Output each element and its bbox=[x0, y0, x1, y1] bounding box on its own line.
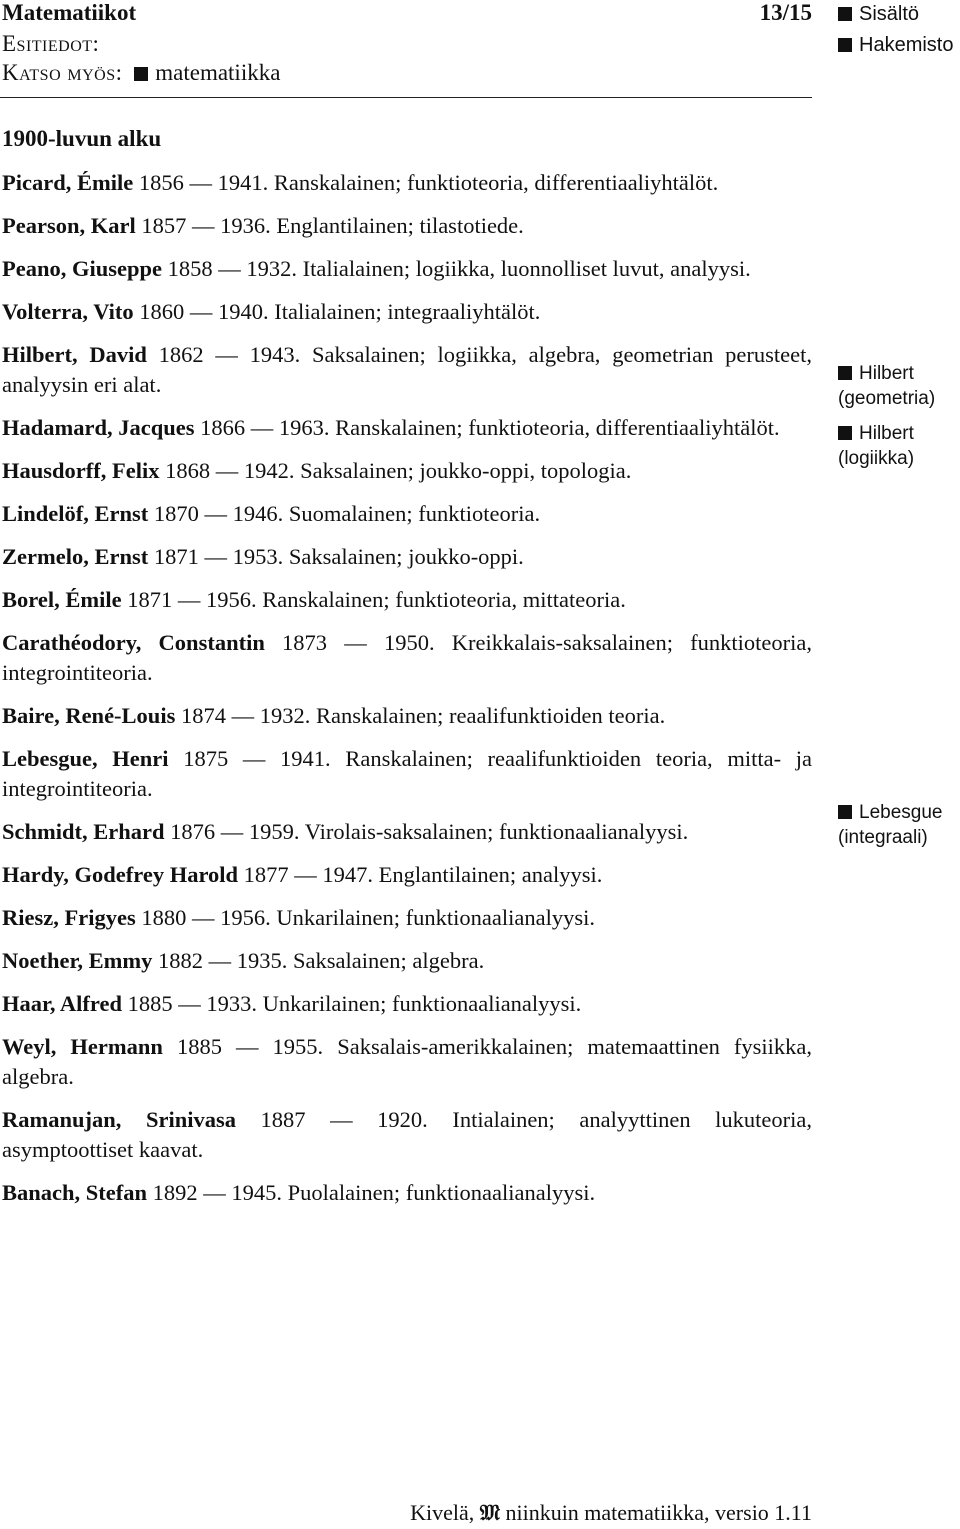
mathematician-name: Riesz, Frigyes bbox=[2, 905, 136, 930]
entry-zermelo bbox=[2, 542, 812, 572]
link-square-icon bbox=[134, 67, 148, 81]
mathematician-name: Baire, René-Louis bbox=[2, 703, 176, 728]
entry-hausdorff bbox=[2, 456, 812, 486]
link-square-icon bbox=[838, 366, 852, 380]
main-content bbox=[2, 124, 812, 1221]
entry-riesz bbox=[2, 903, 812, 933]
entry-text: 1877 — 1947. Englantilainen; analyysi. bbox=[238, 862, 603, 887]
mathematician-name: Zermelo, Ernst bbox=[2, 544, 149, 569]
margin-link-title: Hilbert bbox=[859, 363, 914, 384]
entry-text: 1880 — 1956. Unkarilainen; funktionaalianalyysi. bbox=[135, 905, 596, 930]
nav-contents-link[interactable] bbox=[838, 0, 953, 31]
document-title: Matematiikot bbox=[2, 0, 137, 25]
entry-pearson bbox=[2, 211, 812, 241]
entry-text: 1866 — 1963. Ranskalainen; funktioteoria, differentiaaliyhtälöt. bbox=[194, 415, 780, 440]
page-footer bbox=[410, 1500, 812, 1526]
footer-author: Kivelä, bbox=[410, 1500, 480, 1525]
entry-text: 1874 — 1932. Ranskalainen; reaalifunktioiden teoria. bbox=[175, 703, 666, 728]
entry-noether bbox=[2, 946, 812, 976]
entry-hadamard bbox=[2, 413, 812, 443]
mathematician-name: Haar, Alfred bbox=[2, 991, 123, 1016]
mathematician-name: Volterra, Vito bbox=[2, 299, 134, 324]
entry-baire bbox=[2, 701, 812, 731]
mathematician-name: Banach, Stefan bbox=[2, 1180, 148, 1205]
entry-text: 1856 — 1941. Ranskalainen; funktioteoria, differentiaaliyhtälöt. bbox=[133, 170, 719, 195]
nav-index-label: Hakemisto bbox=[859, 34, 954, 56]
entry-lindelof bbox=[2, 499, 812, 529]
margin-link-subtitle: (integraali) bbox=[838, 827, 928, 848]
entry-volterra bbox=[2, 297, 812, 327]
mathematician-name: Lindelöf, Ernst bbox=[2, 501, 149, 526]
mathematician-name: Picard, Émile bbox=[2, 170, 134, 195]
entry-text: 1885 — 1955. Saksalais-amerikkalainen; matemaattinen fysiikka, algebra. bbox=[2, 1034, 812, 1089]
mathematician-name: Hilbert, David bbox=[2, 342, 147, 367]
mathematician-name: Weyl, Hermann bbox=[2, 1034, 163, 1059]
link-square-icon bbox=[838, 38, 852, 52]
entry-text: 1876 — 1959. Virolais-saksalainen; funktionaalianalyysi. bbox=[164, 819, 689, 844]
entry-text: 1873 — 1950. Kreikkalais-saksalainen; funktioteoria, integrointiteoria. bbox=[2, 630, 812, 685]
see-also-link-matematiikka[interactable]: matematiikka bbox=[155, 60, 281, 85]
entry-banach bbox=[2, 1178, 812, 1208]
entry-text: 1857 — 1936. Englantilainen; tilastotiede. bbox=[135, 213, 524, 238]
margin-link-subtitle: (logiikka) bbox=[838, 448, 915, 469]
page-counter: 13/15 bbox=[759, 0, 812, 25]
mathematician-name: Carathéodory, Constantin bbox=[2, 630, 265, 655]
margin-link-subtitle: (geometria) bbox=[838, 388, 936, 409]
nav-index-link[interactable] bbox=[838, 31, 953, 62]
entry-picard bbox=[2, 168, 812, 198]
entry-text: 1870 — 1946. Suomalainen; funktioteoria. bbox=[148, 501, 541, 526]
entry-text: 1868 — 1942. Saksalainen; joukko-oppi, topologia. bbox=[159, 458, 632, 483]
mathematician-name: Noether, Emmy bbox=[2, 948, 153, 973]
margin-link-hilbert-logiikka[interactable] bbox=[838, 421, 914, 471]
see-also-label: Katso myös: bbox=[2, 60, 123, 85]
entry-text: 1885 — 1933. Unkarilainen; funktionaalianalyysi. bbox=[122, 991, 582, 1016]
footer-symbol: 𝔐 bbox=[479, 1500, 500, 1526]
mathematician-name: Hausdorff, Felix bbox=[2, 458, 160, 483]
entry-text: 1858 — 1932. Italialainen; logiikka, luonnolliset luvut, analyysi. bbox=[162, 256, 751, 281]
entry-text: 1882 — 1935. Saksalainen; algebra. bbox=[152, 948, 485, 973]
entry-text: 1875 — 1941. Ranskalainen; reaalifunktioiden teoria, mitta- ja integrointiteoria. bbox=[2, 746, 812, 801]
entry-peano bbox=[2, 254, 812, 284]
entry-ramanujan bbox=[2, 1105, 812, 1165]
mathematician-name: Ramanujan, Srinivasa bbox=[2, 1107, 236, 1132]
entry-borel bbox=[2, 585, 812, 615]
prerequisites-label: Esitiedot: bbox=[2, 31, 100, 56]
entry-text: 1862 — 1943. Saksalainen; logiikka, algebra, geometrian perusteet, analyysin eri alat. bbox=[2, 342, 812, 397]
mathematician-name: Lebesgue, Henri bbox=[2, 746, 169, 771]
margin-link-title: Hilbert bbox=[859, 423, 914, 444]
see-also-row bbox=[2, 60, 280, 86]
mathematician-name: Borel, Émile bbox=[2, 587, 122, 612]
entry-lebesgue bbox=[2, 744, 812, 804]
margin-link-hilbert-geometria[interactable] bbox=[838, 361, 935, 411]
mathematician-name: Peano, Giuseppe bbox=[2, 256, 163, 281]
side-navigation bbox=[838, 0, 953, 62]
margin-link-lebesgue-integraali[interactable] bbox=[838, 800, 942, 850]
header-rule bbox=[0, 97, 812, 98]
mathematician-name: Hardy, Godefrey Harold bbox=[2, 862, 239, 887]
entry-haar bbox=[2, 989, 812, 1019]
footer-text: niinkuin matematiikka, versio 1.11 bbox=[499, 1500, 812, 1525]
mathematician-name: Schmidt, Erhard bbox=[2, 819, 165, 844]
link-square-icon bbox=[838, 426, 852, 440]
entry-text: 1860 — 1940. Italialainen; integraaliyhtälöt. bbox=[133, 299, 541, 324]
entry-text: 1871 — 1953. Saksalainen; joukko-oppi. bbox=[148, 544, 524, 569]
mathematician-name: Pearson, Karl bbox=[2, 213, 136, 238]
margin-link-title: Lebesgue bbox=[859, 802, 943, 823]
entry-caratheodory bbox=[2, 628, 812, 688]
entry-weyl bbox=[2, 1032, 812, 1092]
entry-text: 1871 — 1956. Ranskalainen; funktioteoria, mittateoria. bbox=[121, 587, 626, 612]
entry-text: 1887 — 1920. Intialainen; analyyttinen lukuteoria, asymptoottiset kaavat. bbox=[2, 1107, 812, 1162]
link-square-icon bbox=[838, 805, 852, 819]
entry-hardy bbox=[2, 860, 812, 890]
link-square-icon bbox=[838, 7, 852, 21]
section-title: 1900-luvun alku bbox=[2, 126, 162, 151]
mathematician-name: Hadamard, Jacques bbox=[2, 415, 195, 440]
nav-contents-label: Sisältö bbox=[859, 3, 920, 25]
entry-text: 1892 — 1945. Puolalainen; funktionaalianalyysi. bbox=[147, 1180, 596, 1205]
entry-hilbert bbox=[2, 340, 812, 400]
entry-schmidt bbox=[2, 817, 812, 847]
